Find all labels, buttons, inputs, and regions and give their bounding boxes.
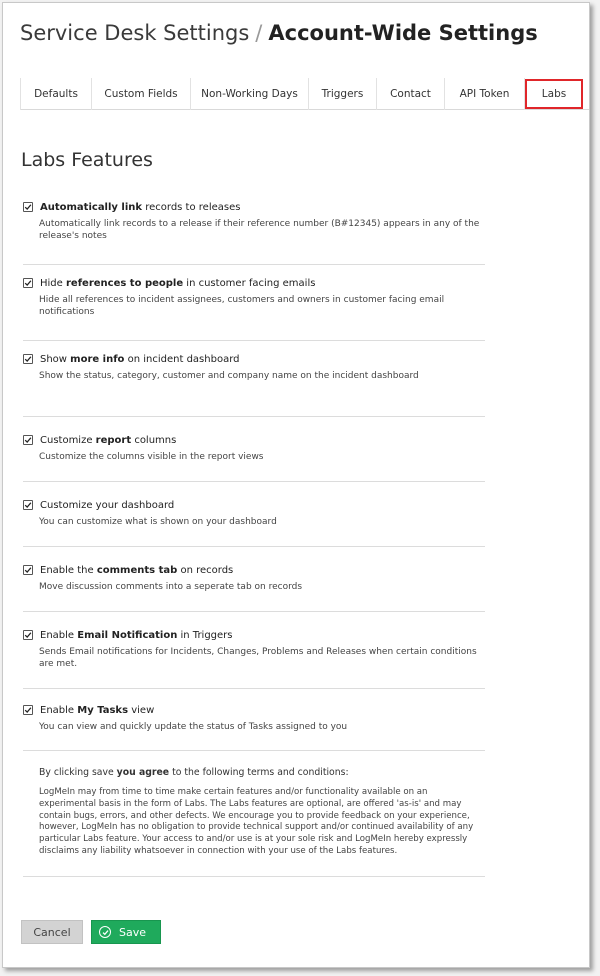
feature-title: Customize your dashboard	[40, 499, 175, 511]
cancel-label: Cancel	[33, 925, 71, 939]
customize-dashboard-checkbox[interactable]	[23, 500, 33, 510]
tab-labs[interactable]: Labs	[525, 79, 583, 109]
feature-description: Show the status, category, customer and company name on the incident dashboard	[39, 371, 419, 381]
feature-title: Enable My Tasks view	[40, 704, 155, 716]
feature-customize-report	[23, 417, 485, 482]
checkmark-icon	[24, 706, 32, 714]
settings-tabs	[20, 78, 590, 110]
feature-description: Customize the columns visible in the report views	[39, 452, 264, 462]
email-notification-checkbox[interactable]	[23, 630, 33, 640]
tab-api-token[interactable]: API Token	[445, 78, 525, 110]
feature-title: Enable the comments tab on records	[40, 564, 234, 576]
auto-link-checkbox[interactable]	[23, 202, 33, 212]
checkmark-icon	[24, 631, 32, 639]
agree-statement: By clicking save you agree to the following terms and conditions:	[39, 767, 349, 778]
feature-email-notification	[23, 612, 485, 689]
page-header	[20, 21, 538, 45]
feature-description: You can view and quickly update the status of Tasks assigned to you	[39, 722, 348, 732]
checkmark-icon	[24, 501, 32, 509]
save-button[interactable]	[91, 920, 161, 944]
feature-comments-tab	[23, 547, 485, 612]
tab-non-working-days[interactable]: Non-Working Days	[191, 78, 309, 110]
feature-description: Automatically link records to a release if their reference number (B#12345) appears in any of the release's notes	[39, 219, 480, 241]
tab-defaults[interactable]: Defaults	[20, 78, 92, 110]
comments-tab-checkbox[interactable]	[23, 565, 33, 575]
legal-text: LogMeIn may from time to time make certain features and/or functionality available on an experimental basis in the form of Labs. The Labs features are optional, are offered 'as-is' and may contain bugs, errors, and other defects. We encourage you to provide feedback on your experience, however, LogMeIn has no obligation to provide technical support and/or continued availability of any particular Labs feature. Your access to and/or use is at your sole risk and LogMeIn hereby expressly disclaims any liability whatsoever in connection with your use of the Labs features.	[39, 787, 474, 856]
checkmark-icon	[24, 355, 32, 363]
feature-customize-dashboard	[23, 482, 485, 547]
checkmark-icon	[24, 436, 32, 444]
save-label: Save	[119, 925, 147, 939]
page-title: Account-Wide Settings	[268, 21, 538, 45]
cancel-button[interactable]	[21, 920, 83, 944]
show-more-info-checkbox[interactable]	[23, 354, 33, 364]
feature-show-more-info	[23, 341, 485, 417]
feature-description: Hide all references to incident assignees, customers and owners in customer facing email notifications	[39, 295, 445, 317]
breadcrumb-separator: /	[255, 21, 263, 45]
terms-and-conditions	[23, 753, 485, 877]
checkmark-icon	[24, 279, 32, 287]
feature-description: Sends Email notifications for Incidents, Changes, Problems and Releases when certain conditions are met.	[39, 647, 477, 669]
customize-report-checkbox[interactable]	[23, 435, 33, 445]
tab-contact[interactable]: Contact	[377, 78, 445, 110]
my-tasks-checkbox[interactable]	[23, 705, 33, 715]
check-circle-icon	[99, 926, 111, 938]
breadcrumb-parent[interactable]: Service Desk Settings	[20, 21, 250, 45]
feature-description: Move discussion comments into a seperate tab on records	[39, 582, 303, 592]
feature-title: Show more info on incident dashboard	[40, 353, 240, 365]
checkmark-icon	[24, 566, 32, 574]
feature-description: You can customize what is shown on your dashboard	[39, 517, 277, 527]
checkmark-icon	[24, 203, 32, 211]
feature-title: Hide references to people in customer facing emails	[40, 277, 316, 289]
tab-custom-fields[interactable]: Custom Fields	[92, 78, 191, 110]
feature-title: Customize report columns	[40, 434, 177, 446]
feature-title: Enable Email Notification in Triggers	[40, 629, 233, 641]
feature-title: Automatically link records to releases	[40, 201, 241, 213]
section-title: Labs Features	[21, 149, 153, 171]
tab-triggers[interactable]: Triggers	[309, 78, 377, 110]
feature-hide-references	[23, 265, 485, 341]
hide-references-checkbox[interactable]	[23, 278, 33, 288]
feature-auto-link	[23, 199, 485, 265]
app-window	[2, 2, 590, 968]
feature-my-tasks	[23, 689, 485, 751]
labs-feature-list	[23, 199, 485, 751]
